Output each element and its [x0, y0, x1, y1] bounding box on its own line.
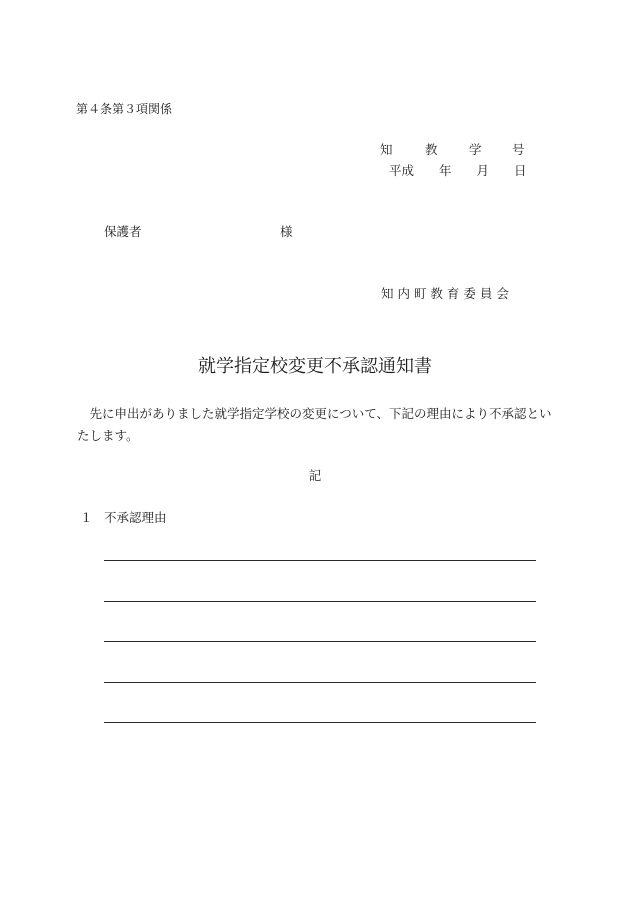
answer-line	[104, 560, 536, 561]
document-number-char: 号	[512, 142, 525, 157]
addressee	[104, 222, 293, 240]
issuer: 知 内 町 教 育 委 員 会	[381, 286, 509, 301]
item-label: 不承認理由	[104, 510, 167, 525]
document-date: 平成 年 月 日	[389, 163, 527, 178]
addressee-label: 保護者	[104, 224, 142, 239]
document-number-char: 知	[380, 142, 393, 157]
body-text: 先に申出がありました就学指定学校の変更について、下記の理由により不承認といたします。	[77, 406, 552, 443]
document-title: 就学指定校変更不承認通知書	[198, 356, 432, 377]
form-reference: 第４条第３項関係	[76, 102, 173, 116]
answer-line	[104, 722, 536, 723]
answer-line	[104, 682, 536, 683]
item-number: １	[80, 510, 93, 525]
document-number-char: 学	[469, 142, 482, 157]
honorific: 様	[280, 224, 293, 239]
answer-line	[104, 601, 536, 602]
document-number-char: 教	[425, 142, 438, 157]
ki-heading: 記	[308, 468, 322, 483]
answer-line	[104, 641, 536, 642]
